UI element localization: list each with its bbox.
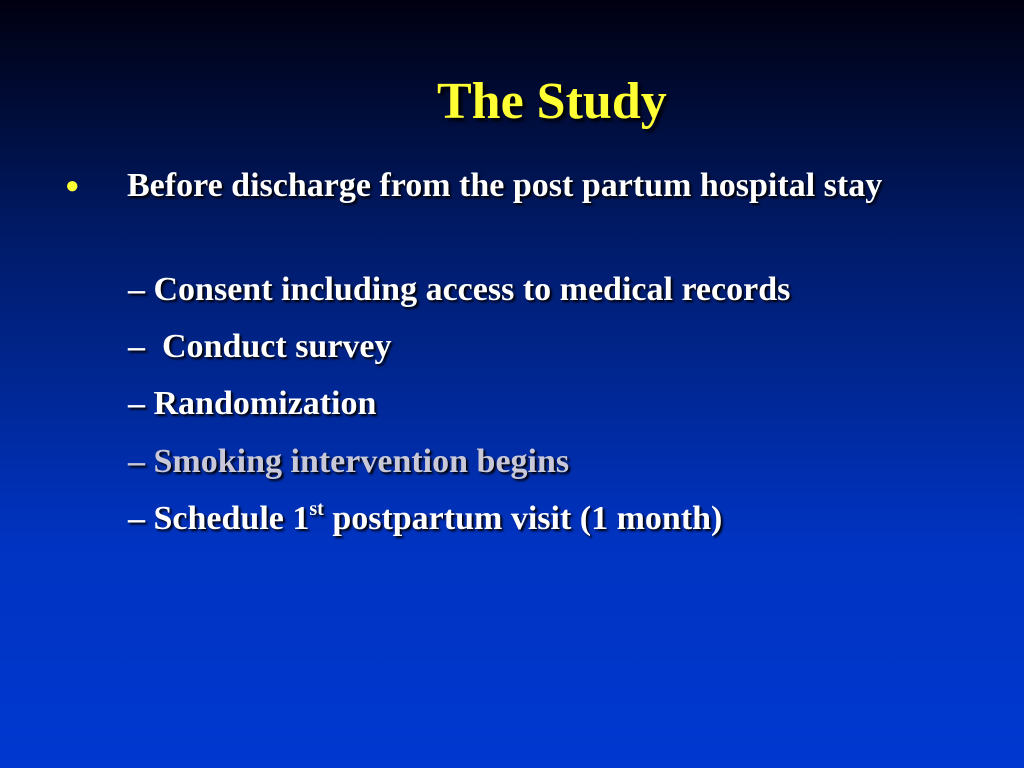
dash: – <box>128 385 145 422</box>
bullet-icon: ● <box>65 173 80 199</box>
dash: – <box>128 443 145 480</box>
dash: – <box>128 328 145 365</box>
subpoint-text-after: postpartum visit (1 month) <box>323 500 723 537</box>
dash: – <box>128 500 145 537</box>
subpoint-superscript: st <box>309 498 324 520</box>
subpoint-text: Consent including access to medical records <box>153 271 791 308</box>
subpoint-text: Conduct survey <box>153 328 392 365</box>
subpoint-randomization <box>128 382 376 426</box>
main-point <box>115 164 955 208</box>
subpoint-smoking-intervention <box>128 440 569 484</box>
subpoint-survey <box>128 325 392 369</box>
main-point-text: Before discharge from the post partum hospital stay <box>127 167 883 204</box>
slide-title: The Study <box>437 73 667 130</box>
dash: – <box>128 271 145 308</box>
subpoint-text-before: Schedule 1 <box>153 500 310 537</box>
subpoint-consent <box>128 268 790 312</box>
subpoint-text: Randomization <box>153 385 377 422</box>
subpoint-schedule-visit <box>128 497 722 541</box>
subpoint-text: Smoking intervention begins <box>153 443 570 480</box>
